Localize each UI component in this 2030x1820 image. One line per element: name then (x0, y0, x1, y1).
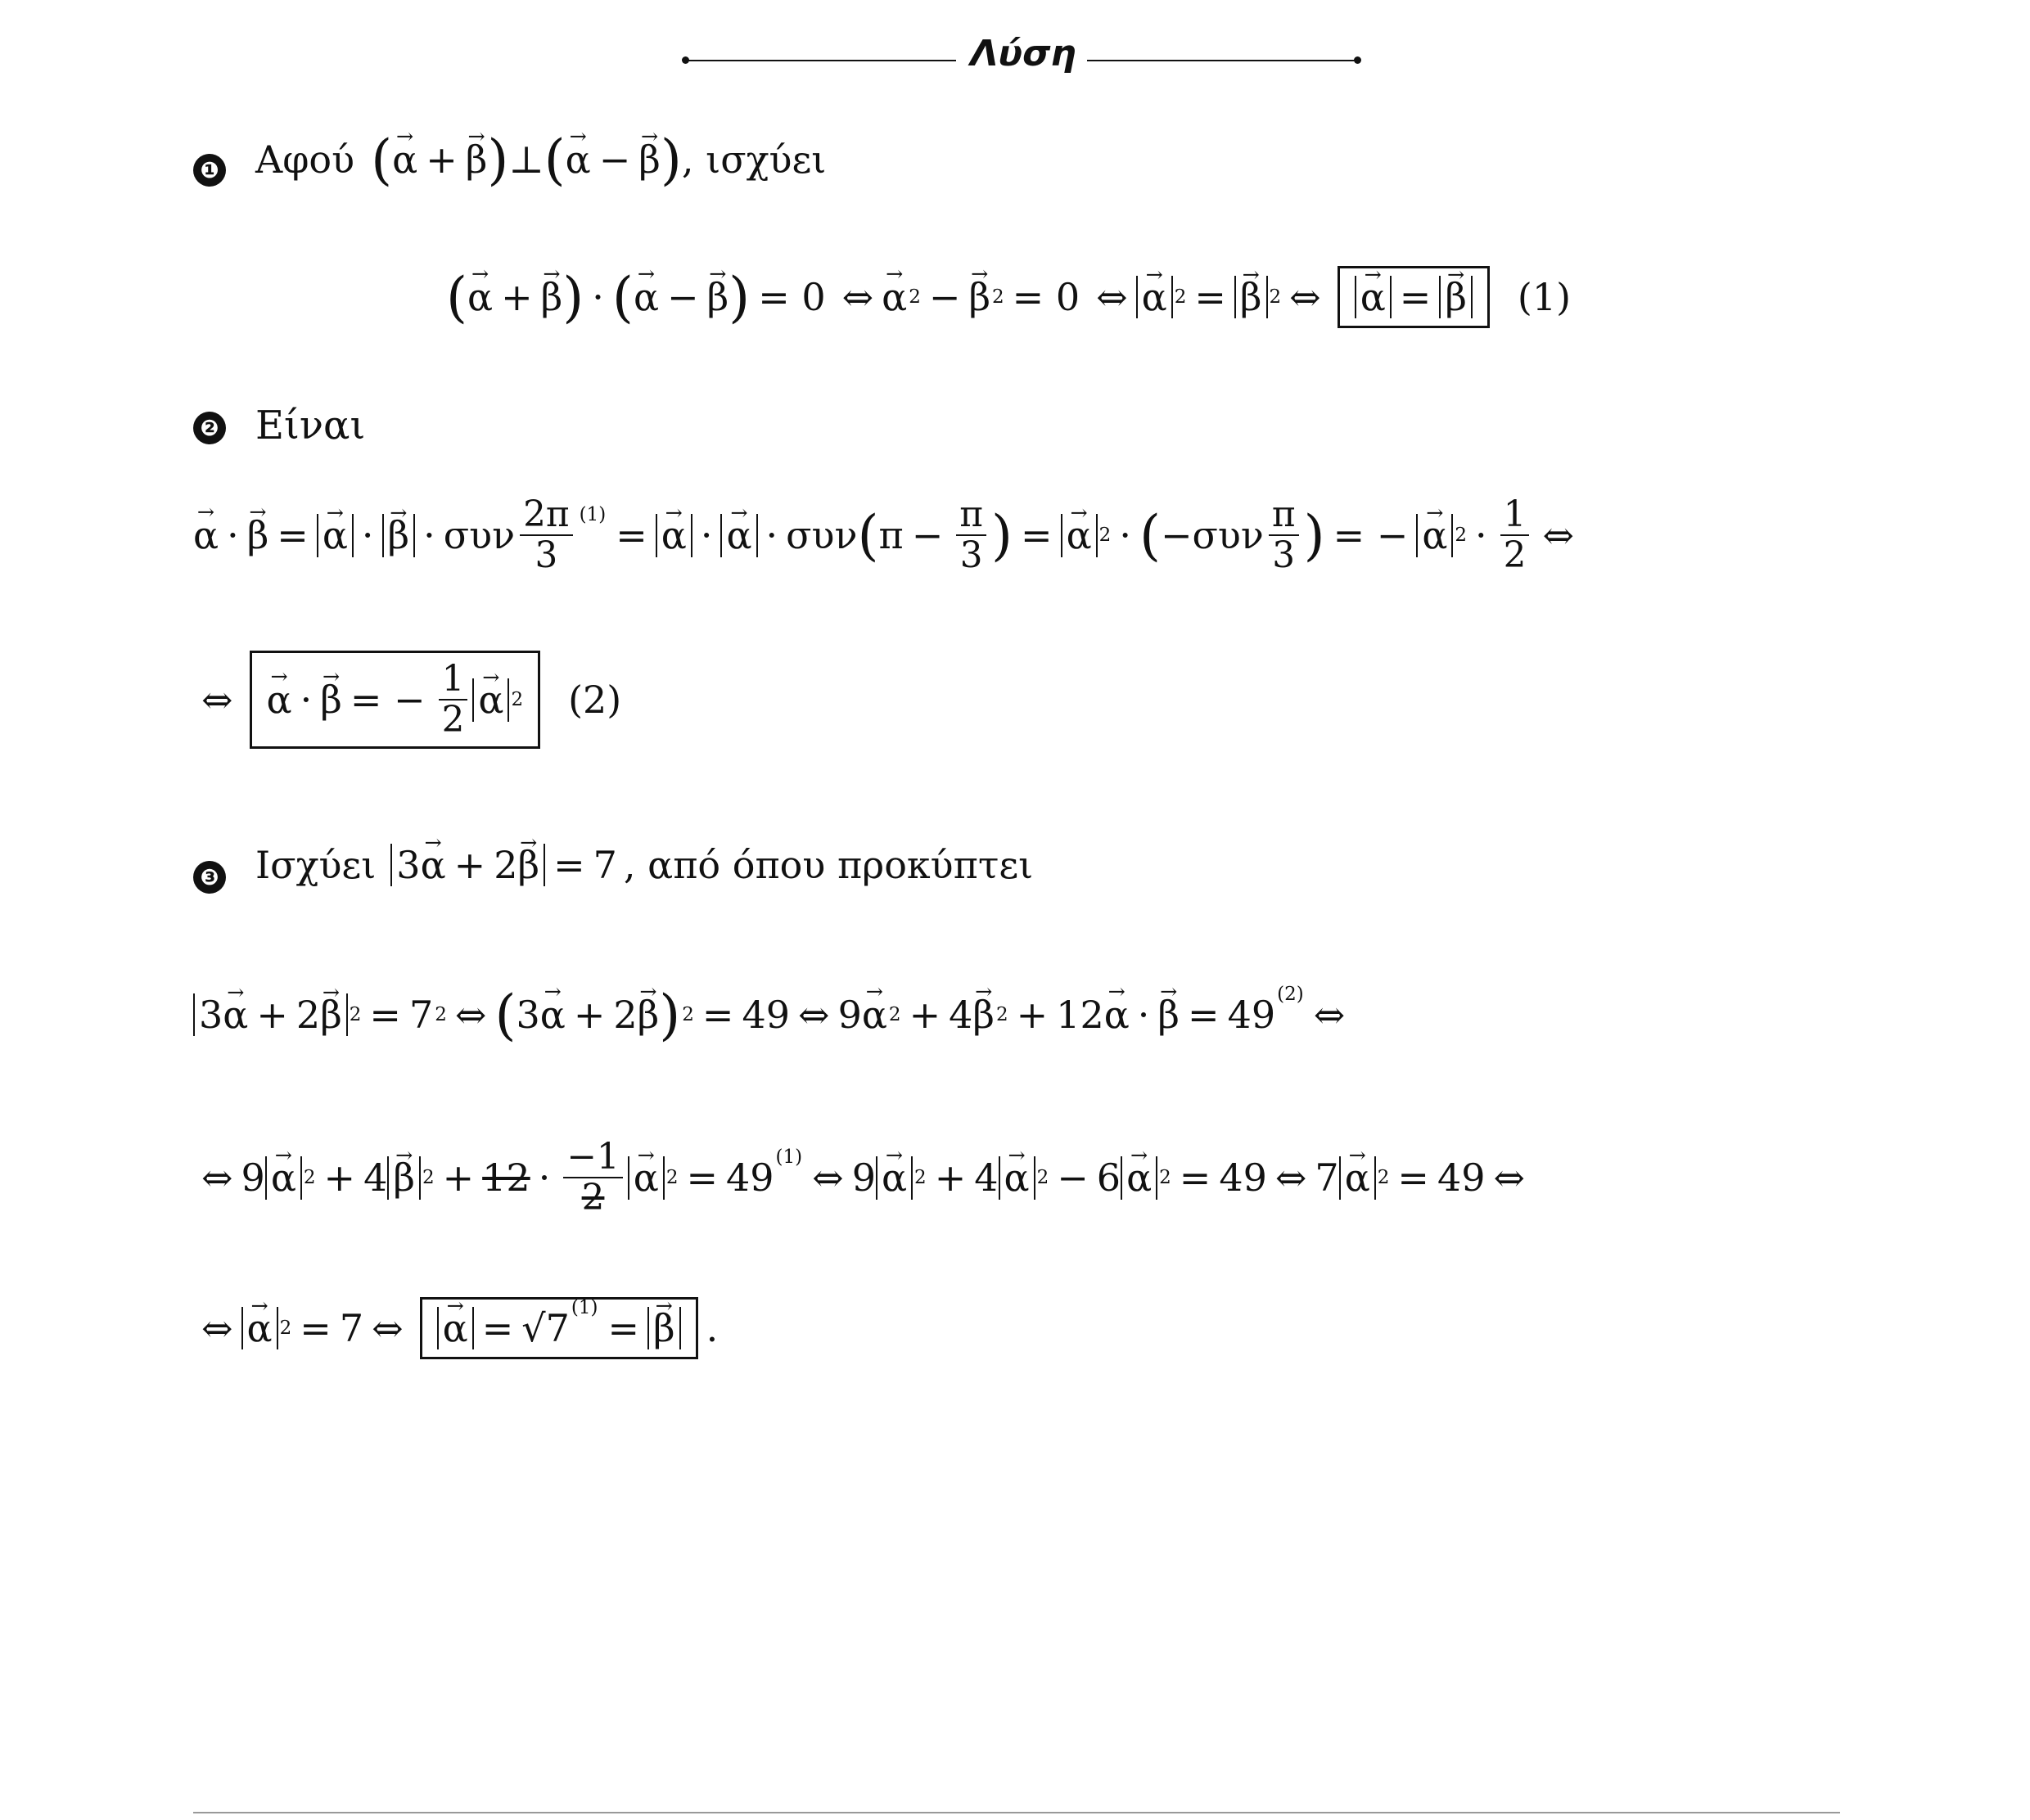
header-rule-right (1087, 60, 1357, 61)
footer-rule (193, 1812, 1840, 1813)
section-marker-3: ❸ (193, 861, 226, 894)
equation-2-result: ⇔ → α · → β = − $\frac{1}{2}$ → α 2 (2) (193, 651, 621, 749)
page-title: Λύση (970, 33, 1076, 74)
vec-alpha: → α (392, 137, 417, 182)
equation-5: ⇔ → α 2 = 7 ⇔ → α = √7 (1) = → β . (193, 1297, 718, 1359)
section-1-intro-text: Αφού (255, 137, 355, 182)
section-1-intro: Αφού ( → α + → β ) ⊥ ( → α − → β ) , ισχύει (255, 135, 826, 184)
section-3-after-text: , από όπου προκύπτει (623, 843, 1034, 887)
vec-beta: → β (638, 137, 661, 182)
section-marker-1: ❶ (193, 154, 226, 187)
equation-2: → α · → β = → α · → β · συν $\frac{2\pi}{3}$ (1) = → α · → α · συν ( π − $\frac{\pi}{3}$ ) = → α 2 · ( − συν $\frac{\pi}{3}$ ) = − → α 2 · $\frac{1}{2}$ ⇔ (193, 495, 1582, 575)
section-marker-2: ❷ (193, 412, 226, 444)
equation-1: ( → α + → β ) · ( → α − → β ) = 0 ⇔ → α 2 − → β 2 = 0 ⇔ → α 2 = → β 2 ⇔ → α = → β (1) (446, 266, 1571, 328)
perp-symbol: ⊥ (508, 137, 544, 182)
equation-3: 3→ α + 2→ β 2 = 7 2 ⇔ ( 3 → α + 2 → β ) 2 = 49 ⇔ 9 → α 2 + 4 → β 2 + 12 → α · → β = 49 (2) ⇔ (193, 990, 1353, 1039)
section-3-intro: Ισχύει 3→ α + 2→ β = 7 , από όπου προκύπτει (255, 843, 1033, 887)
equation-label-2: (2) (568, 678, 622, 723)
equation-4: ⇔ 9 → α 2 + 4 → β 2 + 12 · $\frac{-1}{2}$ → α 2 = 49 (1) ⇔ 9 → α 2 + 4 → α 2 − 6 → α 2 = 49 ⇔ 7 → α 2 = 49 ⇔ (193, 1138, 1533, 1218)
result-box-2: → α · → β = − $\frac{1}{2}$ → α 2 (250, 651, 541, 749)
result-box-1: → α = → β (1338, 266, 1490, 328)
vec-beta: → β (466, 137, 488, 182)
section-3-intro-text: Ισχύει (255, 843, 377, 887)
vec-alpha: → α (566, 137, 591, 182)
section-2-intro: Είναι (255, 403, 366, 448)
equation-label-1: (1) (1517, 275, 1572, 319)
result-box-3: → α = √7 (1) = → β (420, 1297, 698, 1359)
section-1-after-text: , ισχύει (681, 137, 827, 182)
header-rule-left (686, 60, 956, 61)
header-dot-right (1354, 56, 1361, 64)
